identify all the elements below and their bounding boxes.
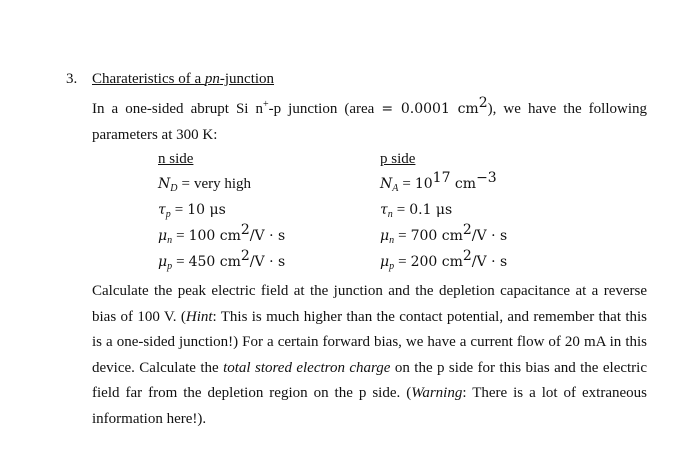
param-subscript: n [387, 209, 393, 220]
param-symbol: μ [380, 228, 390, 244]
param-exponent: 2 [462, 222, 472, 238]
param-symbol: μ [158, 254, 168, 270]
param-equals: = [402, 176, 411, 192]
p-side-param-mup [380, 248, 508, 272]
param-symbol: N [158, 176, 171, 192]
n-side-param-mup [158, 248, 286, 272]
param-subscript: n [167, 235, 173, 246]
n-side-param-nd [158, 176, 251, 193]
intro-superscript-plus: + [263, 99, 269, 110]
param-symbol: τ [380, 202, 388, 218]
param-symbol: N [380, 176, 393, 192]
param-equals: = [396, 202, 406, 218]
param-unit: /V · s [249, 254, 286, 270]
param-value: 200 cm [410, 254, 463, 270]
emphasized-phrase: total stored electron charge [223, 359, 391, 376]
param-value: 10 [414, 176, 433, 192]
param-subscript: A [392, 183, 399, 194]
param-subscript: n [389, 235, 395, 246]
param-symbol: μ [158, 228, 168, 244]
param-symbol: μ [380, 254, 390, 270]
param-exponent: 17 [432, 170, 451, 186]
area-exponent: 2 [478, 95, 488, 111]
param-exponent: 2 [240, 222, 250, 238]
problem-title [92, 71, 274, 88]
param-unit: /V · s [249, 228, 286, 244]
n-side-param-taup [158, 202, 226, 219]
param-subscript: D [170, 183, 178, 194]
param-unit: cm [450, 176, 477, 192]
param-value: 10 μs [187, 202, 226, 218]
param-equals: = [398, 228, 407, 244]
body-text-2: : This is much higher than the contact potential, and remember that this is a one-sided junction!) For a certain forward bias, we have a current flow of 20 mA in this device. Calculate the [92, 308, 648, 376]
param-exponent: 2 [462, 248, 472, 264]
title-prefix: Charateristics of a [92, 71, 205, 87]
area-value: = 0.0001 cm [381, 101, 479, 117]
param-symbol: τ [158, 202, 166, 218]
intro-text-3: ), we have the following parameters at 300 K: [92, 101, 647, 143]
p-side-param-mun [380, 222, 508, 246]
param-value: 0.1 μs [409, 202, 453, 218]
warning-label: Warning [411, 385, 463, 401]
param-subscript: p [165, 209, 171, 220]
problem-number: 3. [66, 71, 78, 87]
param-unit: /V · s [471, 254, 508, 270]
body-text-3: on the p side for this bias and the electric field far from the depletion region on the p side. ( [92, 359, 647, 401]
param-unit: /V · s [471, 228, 508, 244]
intro-text-1: In a one-sided abrupt Si n [92, 101, 263, 117]
param-value: 100 cm [188, 228, 241, 244]
param-value: 450 cm [188, 254, 241, 270]
param-equals: = [181, 176, 190, 192]
hint-label: Hint [185, 308, 213, 325]
p-side-heading: p side [380, 151, 416, 167]
n-side-heading: n side [158, 151, 194, 167]
problem-intro [92, 96, 647, 148]
p-side-param-taun [380, 202, 452, 219]
problem-body [92, 279, 647, 432]
intro-text-2: -p junction (area [268, 101, 382, 117]
n-side-param-mun [158, 222, 286, 246]
param-subscript: p [389, 261, 395, 272]
param-value: very high [193, 176, 252, 192]
param-subscript: p [167, 261, 173, 272]
param-equals: = [174, 202, 184, 218]
param-equals: = [398, 254, 407, 270]
title-italic: pn [204, 71, 220, 87]
param-exponent: 2 [240, 248, 250, 264]
param-value: 700 cm [410, 228, 463, 244]
param-unit-exponent: −3 [476, 170, 497, 186]
p-side-param-na [380, 170, 497, 194]
param-equals: = [176, 254, 185, 270]
param-equals: = [176, 228, 185, 244]
title-suffix: -junction [219, 71, 275, 87]
body-text-1: Calculate the peak electric field at the junction and the depletion capacitance at a reverse bias of 100 V. ( [92, 283, 647, 325]
body-text-4: : There is a lot of extraneous information here!). [92, 385, 647, 427]
